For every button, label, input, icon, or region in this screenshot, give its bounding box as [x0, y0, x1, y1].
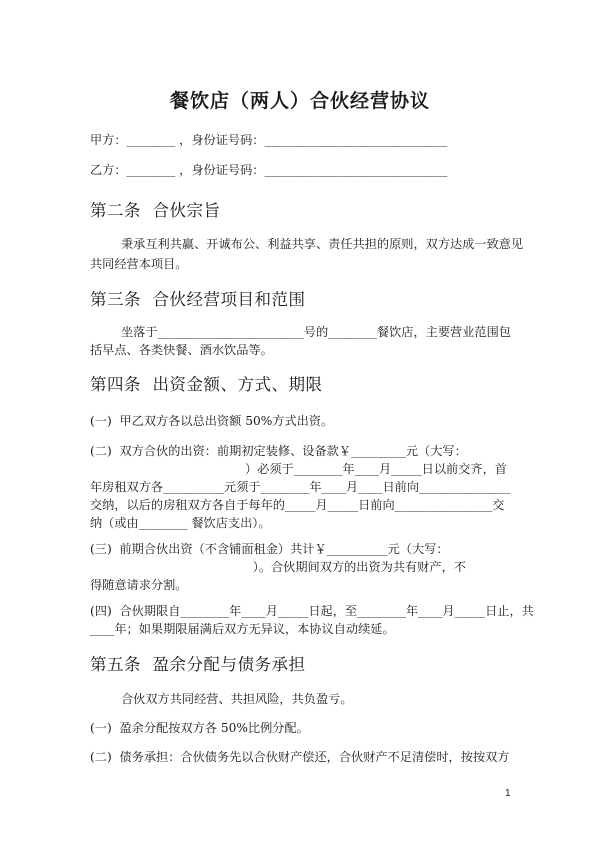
clause-line: (一) 甲乙双方各以总出资额 50%方式出资。	[90, 414, 334, 428]
paragraph-line: 括早点、各类快餐、酒水饮品等。	[90, 343, 273, 357]
clause-line: ____年；如果期限届满后双方无异议，本协议自动续延。	[90, 622, 395, 636]
party-b-line: 乙方：________ ，身份证号码：______________________________	[90, 163, 448, 177]
clause-line: ）必须于________年____月_____日以前交齐，首	[90, 462, 507, 476]
clause-line: (二) 双方合伙的出资：前期初定装修、设备款￥_________元（大写：	[90, 444, 467, 458]
clause-line: 交纳，以后的房租双方各自于每年的_____月_____日前向________________交	[90, 498, 505, 512]
clause-line: (二) 债务承担：合伙债务先以合伙财产偿还，合伙财产不足清偿时，按按双方	[90, 750, 510, 764]
document-title: 餐饮店（两人）合伙经营协议	[169, 90, 430, 112]
paragraph-line: 坐落于________________________号的________餐饮店，主要营业范围包	[90, 325, 511, 339]
party-a-line: 甲方：________ ，身份证号码：______________________________	[90, 133, 448, 147]
section-heading: 第五条 盈余分配与债务承担	[90, 655, 306, 674]
section-heading: 第四条 出资金额、方式、期限	[90, 375, 323, 394]
clause-line: 纳（或由________ 餐饮店支出）。	[90, 516, 271, 530]
clause-line: (四) 合伙期限自________年____月_____日起，至________年____月_____日止，共	[90, 604, 534, 618]
clause-line: 年房租双方各__________元须于________年____月____日前向_______________	[90, 480, 511, 494]
paragraph-line: 秉承互利共赢、开诚布公、利益共享、责任共担的原则，双方达成一致意见	[90, 237, 524, 251]
paragraph-line: 合伙双方共同经营、共担风险，共负盈亏。	[90, 692, 353, 706]
clause-line: (三) 前期合伙出资（不含铺面租金）共计￥__________元（大写：	[90, 542, 449, 556]
page-number: 1	[505, 788, 511, 799]
paragraph-line: 共同经营本项目。	[90, 257, 188, 271]
clause-line: (一) 盈余分配按双方各 50%比例分配。	[90, 721, 309, 735]
clause-line: 得随意请求分割。	[90, 578, 188, 592]
clause-line: ）。合伙期间双方的出资为共有财产，不	[90, 560, 466, 574]
section-heading: 第三条 合伙经营项目和范围	[90, 290, 306, 309]
section-heading: 第二条 合伙宗旨	[90, 201, 221, 220]
